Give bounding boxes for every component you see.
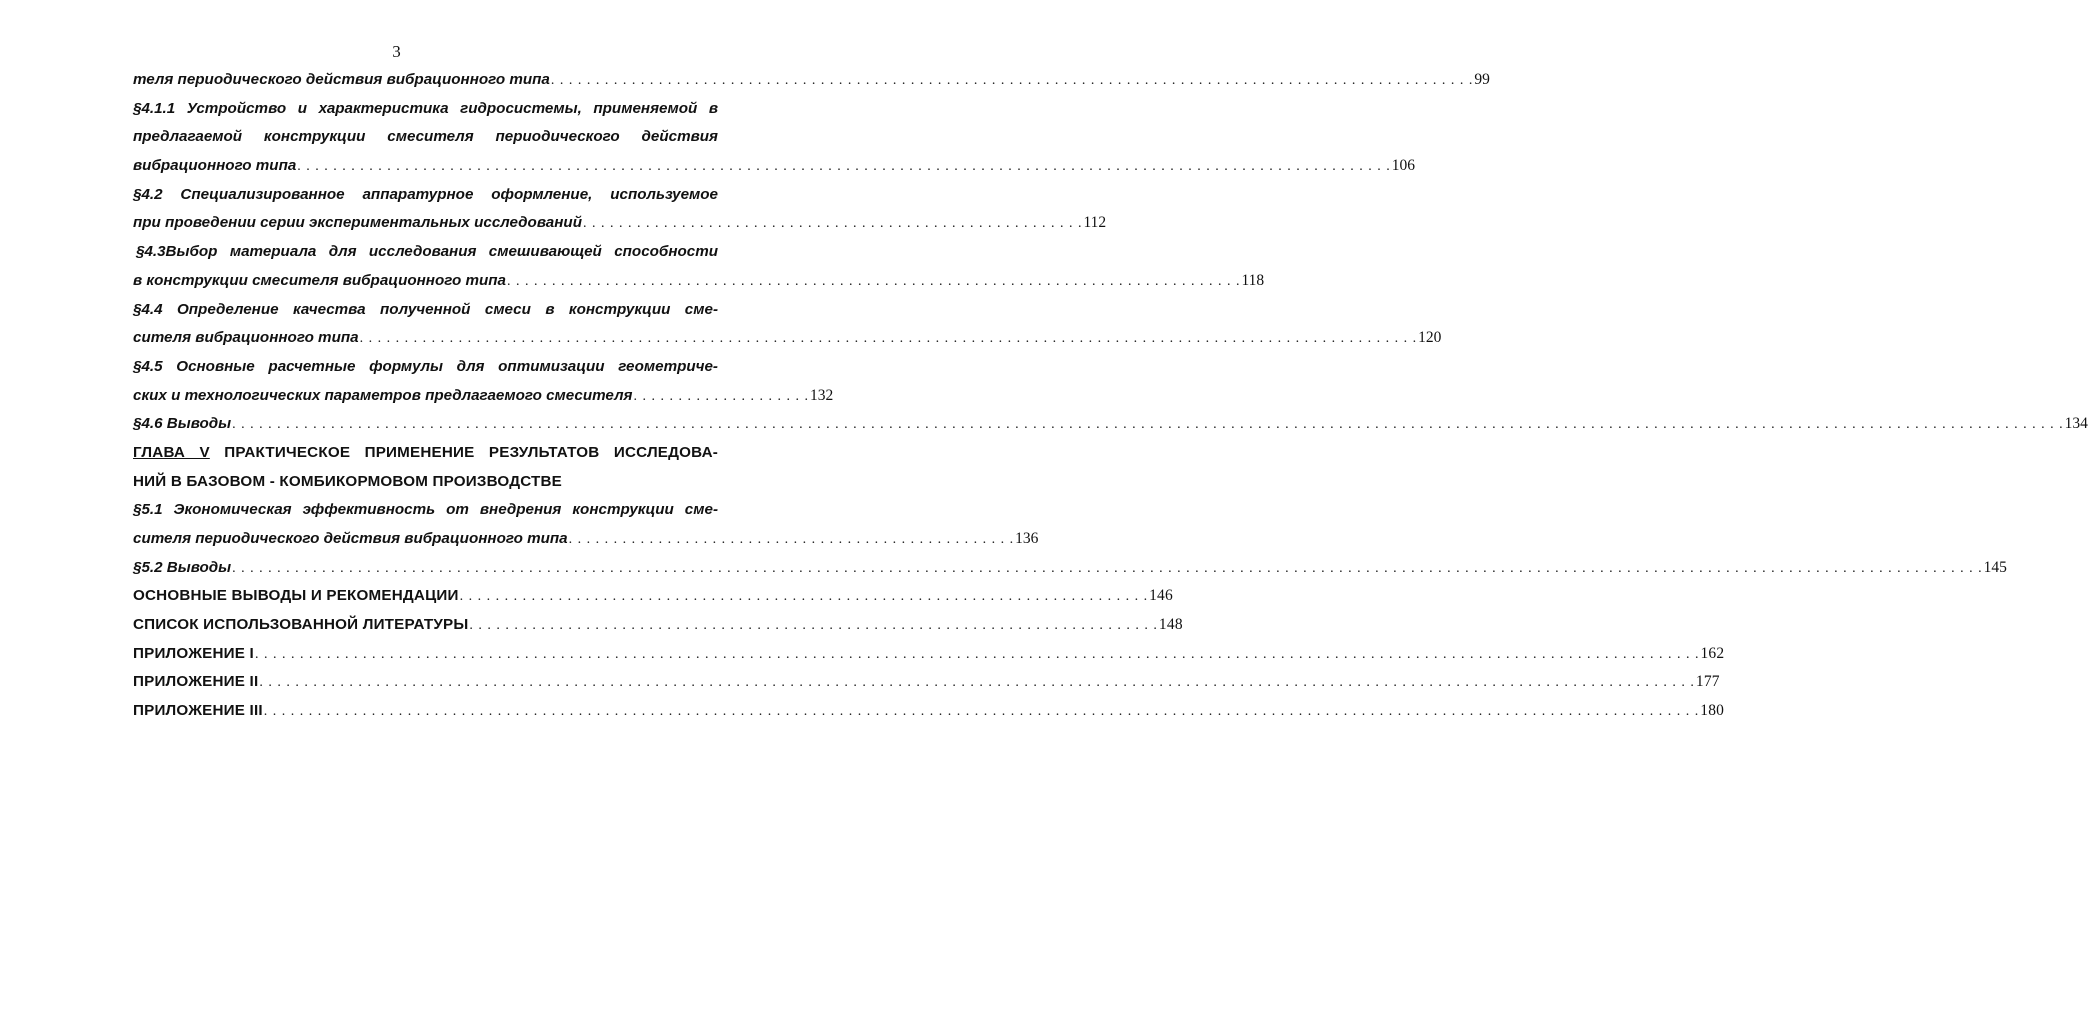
dot-leader: . . . . . . . . . . . . . . . . . . . . . . . . . . . . . . . . . . . . . . . . . . . . . . . . . . . . . . . . . . . . . . . . . . . . . . . . . . . . . . . . . . — [506, 273, 1241, 289]
toc-page-number: 148 — [1158, 616, 1183, 634]
toc-entry-4-5-end — [133, 382, 834, 411]
toc-page-number: 177 — [1695, 673, 1720, 691]
dot-leader: . . . . . . . . . . . . . . . . . . . . . . . . . . . . . . . . . . . . . . . . . . . . . . . . . . . . . . . . . . . . . . . . . . . . . . . . . . . . . . . . . . . . . . . . . . . . . . . . . . . . . . . . . . . . . . . . . . . . . . . . . . . . . . . . . . . . . . . . . . . . . . . . . . . . . . . . . . . . . . . . — [263, 704, 1700, 720]
toc-page-number: 118 — [1241, 271, 1265, 289]
toc-page-number: 145 — [1983, 558, 2007, 576]
toc-entry-4-1-1-end — [133, 152, 1416, 181]
dot-leader: . . . . . . . . . . . . . . . . . . . . . . . . . . . . . . . . . . . . . . . . . . . . . . . . . . . . . . . . . . . . . . . . . . . . . . . . . . . . . — [459, 589, 1149, 605]
toc-entry-4-6 — [133, 410, 2088, 439]
toc-references — [133, 611, 1183, 640]
toc-appendix-2 — [133, 668, 1720, 697]
chapter-title: ПРАКТИЧЕСКОЕ ПРИМЕНЕНИЕ РЕЗУЛЬТАТОВ ИССЛЕДОВА- — [224, 443, 718, 461]
toc-entry-4-3: §4.3Выбор материала для исследования смешивающей способности — [136, 243, 718, 261]
dot-leader: . . . . . . . . . . . . . . . . . . . . . . . . . . . . . . . . . . . . . . . . . . . . . . . . . . . . . . . . . . . . . . . . . . . . . . . . . . . . . — [469, 618, 1158, 634]
toc-entry-text: §4.6 Выводы — [133, 415, 232, 433]
toc-appendix-3 — [133, 697, 1725, 726]
toc-entry-text: вибрационного типа — [133, 157, 297, 175]
toc-entry-4-2-end — [133, 209, 1107, 238]
toc-entry-text: ОСНОВНЫЕ ВЫВОДЫ И РЕКОМЕНДАЦИИ — [133, 587, 459, 605]
dot-leader: . . . . . . . . . . . . . . . . . . . . . . . . . . . . . . . . . . . . . . . . . . . . . . . . . . . . . . . . . . . . . . . . . . . . . . . . . . . . . . . . . . . . . . . . . . . . . . . . . . . . . . . . . . . . . . . . . . . . . . . . . . . . . . . . . . . . . . . . . . . . . . . . . . . . . . . . . . . . . . . . . . . . . . . . . . . . . . . . . . . . . . . . . . . . . . . . . . . — [232, 560, 1983, 576]
toc-conclusions — [133, 582, 1173, 611]
toc-entry-text: теля периодического действия вибрационного типа — [133, 71, 550, 88]
toc-entry-text: ПРИЛОЖЕНИЕ I — [133, 644, 254, 662]
toc-entry-text: ских и технологических параметров предлагаемого смесителя — [133, 386, 633, 404]
dot-leader: . . . . . . . . . . . . . . . . . . . . — [633, 388, 809, 404]
toc-entry-4-3-end — [133, 267, 1265, 296]
toc-page-number: 120 — [1418, 329, 1442, 347]
toc-entry-text: ПРИЛОЖЕНИЕ II — [133, 673, 259, 691]
toc-chapter-5-heading-cont: НИЙ В БАЗОВОМ - КОМБИКОРМОВОМ ПРОИЗВОДСТВЕ — [133, 472, 562, 490]
toc-entry-4-2: §4.2 Специализированное аппаратурное оформление, используемое — [133, 185, 718, 203]
dot-leader: . . . . . . . . . . . . . . . . . . . . . . . . . . . . . . . . . . . . . . . . . . . . . . . . . . . . . . . . . . . . . . . . . . . . . . . . . . . . . . . . . . . . . . . . . . . . . . . . . . . . . . . . . . . . . . . . . . . . . . . . . . . . . . . . . . . . . . . . . . . . . . . . . . . . . . . . . . . . . . . . — [259, 675, 1695, 691]
dot-leader: . . . . . . . . . . . . . . . . . . . . . . . . . . . . . . . . . . . . . . . . . . . . . . . . . . — [568, 532, 1015, 547]
dot-leader: . . . . . . . . . . . . . . . . . . . . . . . . . . . . . . . . . . . . . . . . . . . . . . . . . . . . . . . . . . . . . . . . . . . . . . . . . . . . . . . . . . . . . . . . . . . . . . . . . . . . . . . . . . . . . . . . . . . . . . . . . . . . . . . . . . . . . . . . . . . . . . . . . . . . . . . . . . . . . . . . . . . . . . . . . . . . . . . . . . . . . . . . . . . . . . . . . . . . . . . . . . . . — [232, 417, 2064, 433]
toc-page-number: 162 — [1700, 644, 1725, 662]
toc-entry-4-1-cont — [133, 66, 1490, 95]
toc-page-number: 106 — [1391, 157, 1416, 175]
dot-leader: . . . . . . . . . . . . . . . . . . . . . . . . . . . . . . . . . . . . . . . . . . . . . . . . . . . . . . . . . . . . . . . . . . . . . . . . . . . . . . . . . . . . . . . . . . . . . . . . . . . . . . . . . . . . . . . . . . . . . . . . . . . . . . . . . . . . . . . . . . . . . . . . . . . . . . . . . . . . . . . . . — [254, 646, 1700, 662]
toc-entry-text: СПИСОК ИСПОЛЬЗОВАННОЙ ЛИТЕРАТУРЫ — [133, 616, 469, 634]
toc-entry-4-4-end — [133, 324, 1442, 353]
table-of-contents — [133, 66, 2088, 726]
toc-entry-4-5: §4.5 Основные расчетные формулы для оптимизации геометриче- — [133, 357, 718, 375]
toc-entry-5-1: §5.1 Экономическая эффективность от внедрения конструкции сме- — [133, 501, 718, 519]
toc-entry-text: при проведении серии экспериментальных исследований — [133, 214, 582, 232]
toc-chapter-5-heading — [133, 439, 718, 468]
toc-entry-text: сителя периодического действия вибрационного типа — [133, 530, 568, 547]
toc-page-number: 112 — [1083, 214, 1107, 232]
toc-entry-text: в конструкции смесителя вибрационного типа — [133, 271, 506, 289]
toc-page-number: 132 — [809, 386, 834, 404]
toc-page-number: 136 — [1015, 530, 1039, 547]
toc-entry-4-1-1-cont: предлагаемой конструкции смесителя периодического действия — [133, 128, 718, 146]
toc-entry-text: сителя вибрационного типа — [133, 329, 359, 347]
toc-entry-text: ПРИЛОЖЕНИЕ III — [133, 702, 263, 720]
toc-entry-4-4: §4.4 Определение качества полученной смеси в конструкции сме- — [133, 300, 718, 318]
toc-entry-5-1-end — [133, 525, 1039, 554]
toc-entry-5-2 — [133, 554, 2007, 583]
toc-appendix-1 — [133, 640, 1725, 669]
toc-page-number: 134 — [2064, 415, 2088, 433]
toc-page-number: 180 — [1700, 702, 1725, 720]
dot-leader: . . . . . . . . . . . . . . . . . . . . . . . . . . . . . . . . . . . . . . . . . . . . . . . . . . . . . . . . — [582, 216, 1083, 232]
toc-page-number: 146 — [1149, 587, 1173, 605]
dot-leader: . . . . . . . . . . . . . . . . . . . . . . . . . . . . . . . . . . . . . . . . . . . . . . . . . . . . . . . . . . . . . . . . . . . . . . . . . . . . . . . . . . . . . . . . . . . . . . . . . . . . . . . . . . . . . . . . . . . . . . . . . . — [297, 159, 1391, 175]
toc-entry-text: §5.2 Выводы — [133, 558, 232, 576]
toc-entry-4-1-1: §4.1.1 Устройство и характеристика гидросистемы, применяемой в — [133, 99, 718, 117]
dot-leader: . . . . . . . . . . . . . . . . . . . . . . . . . . . . . . . . . . . . . . . . . . . . . . . . . . . . . . . . . . . . . . . . . . . . . . . . . . . . . . . . . . . . . . . . . . . . . . . . . . . . . . . — [550, 73, 1474, 88]
dot-leader: . . . . . . . . . . . . . . . . . . . . . . . . . . . . . . . . . . . . . . . . . . . . . . . . . . . . . . . . . . . . . . . . . . . . . . . . . . . . . . . . . . . . . . . . . . . . . . . . . . . . . . . . . . . . . . . . . . . . . . — [359, 331, 1418, 347]
page-number: 3 — [392, 42, 401, 61]
chapter-label: ГЛАВА V — [133, 443, 210, 461]
toc-page-number: 99 — [1474, 71, 1490, 88]
